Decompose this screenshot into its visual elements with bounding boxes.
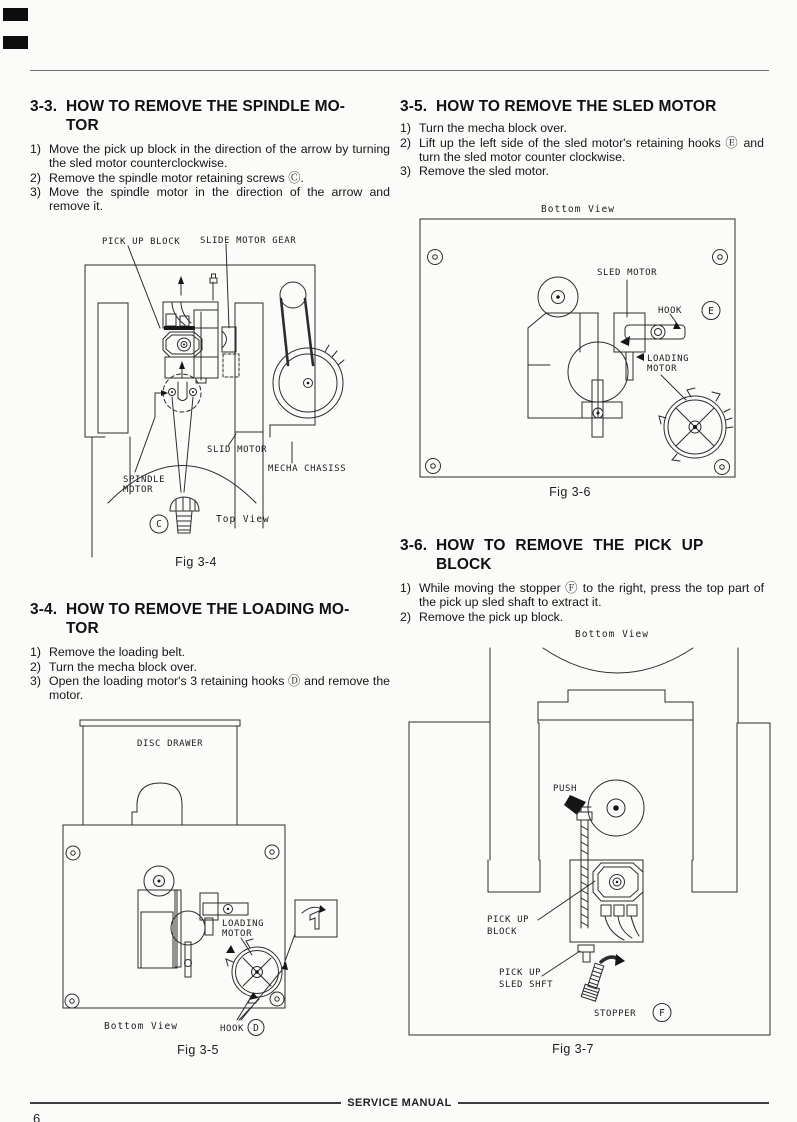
spindle-motor-label: MOTOR [123,485,154,495]
scan-mark [3,8,28,21]
pick-up-block-label: BLOCK [487,927,518,937]
step-marker: 2) [400,609,411,624]
loading-motor-label: LOADING [222,919,265,929]
pick-up-block-label: PICK UP [487,915,530,925]
step-marker: 3) [30,674,41,688]
figure-3-6-diagram [410,200,750,500]
section-title-line: TOR [66,620,99,637]
step-marker: 1) [400,581,411,595]
step [400,610,764,624]
step-list [30,645,390,702]
figure-caption: Fig 3-5 [177,1043,219,1057]
section-3-4-heading [30,600,390,638]
section-3-6 [400,536,764,624]
loading-motor-label: LOADING [647,354,690,364]
bottom-view-label: Bottom View [104,1021,178,1032]
fig34-line-art [85,244,347,557]
hook-label: HOOK [220,1024,245,1034]
step-text: Move the spindle motor in the direction of the arrow and remove it. [49,185,390,213]
screw-letter-c: C [156,519,162,530]
step-text: Remove the sled motor. [419,164,549,178]
step-list [400,581,764,624]
bottom-view-label: Bottom View [575,629,649,640]
pick-up-block-label: PICK UP BLOCK [102,237,181,247]
step [30,142,390,170]
footer-label: SERVICE MANUAL [347,1097,452,1109]
spindle-motor-label: SPINDLE [123,475,166,485]
push-label: PUSH [553,784,578,794]
step [30,660,390,674]
step-text: Remove the spindle motor retaining screws Ⓒ. [49,170,304,185]
loading-motor-label: MOTOR [647,364,678,374]
figure-3-4-diagram [60,232,380,577]
section-title-line: HOW TO REMOVE THE SLED MOTOR [436,98,717,115]
fig37-line-art [409,648,770,1035]
step-list [400,121,764,178]
step-text: Remove the pick up block. [419,609,564,624]
top-view-label: Top View [216,514,270,525]
section-3-3-heading [30,97,390,135]
step-marker: 2) [30,659,41,674]
section-3-4 [30,600,390,703]
section-number: 3-3. [30,98,58,115]
footer-rule [458,1102,769,1104]
section-3-5-heading [400,97,764,116]
scan-mark [3,36,28,49]
step-text: While moving the stopper Ⓕ to the right, press the top part of the pick up sled shaft to extract it. [419,581,764,609]
footer-rule [30,1102,341,1104]
step-marker: 1) [30,142,41,156]
step-text: Turn the mecha block over. [49,659,197,674]
step-list [30,142,390,213]
figure-3-7-diagram [405,625,780,1065]
figure-caption: Fig 3-6 [549,485,591,499]
step [30,674,390,702]
top-rule [30,70,769,71]
section-number: 3-6. [400,537,428,554]
step-marker: 3) [400,164,411,178]
mecha-chasiss-label: MECHA CHASISS [268,464,347,474]
pick-up-sled-shaft-label: SLED SHFT [499,980,554,990]
footer [30,1097,769,1109]
section-number: 3-4. [30,601,58,618]
figure-caption: Fig 3-4 [175,555,217,569]
section-title-line: HOW TO REMOVE THE LOADING MO- [66,601,350,618]
step-marker: 2) [400,135,411,150]
hook-letter-e: E [708,306,714,317]
section-3-3 [30,97,390,214]
section-title-line: HOW TO REMOVE THE PICK UP [436,537,704,554]
step-text: Remove the loading belt. [49,645,186,659]
step-marker: 3) [30,185,41,199]
step-text: Lift up the left side of the sled motor's retaining hooks Ⓔ and turn the sled motor counter clockwise. [419,135,764,164]
section-title-line: TOR [66,117,99,134]
step-marker: 1) [30,645,41,659]
sled-motor-label: SLED MOTOR [597,268,658,278]
section-3-6-heading [400,536,764,574]
page-number: 6 [33,1111,41,1122]
section-3-5 [400,97,764,179]
step [30,171,390,185]
section-title-line: HOW TO REMOVE THE SPINDLE MO- [66,98,346,115]
disc-drawer-label: DISC DRAWER [137,739,204,749]
section-number: 3-5. [400,98,428,115]
loading-motor-label: MOTOR [222,929,253,939]
step [400,121,764,135]
figure-caption: Fig 3-7 [552,1042,594,1056]
slide-motor-gear-label: SLIDE MOTOR GEAR [200,236,297,246]
step [400,136,764,164]
figure-3-5-diagram [60,712,360,1062]
stopper-label: STOPPER [594,1009,637,1019]
section-title-line: BLOCK [436,556,492,573]
hook-label: HOOK [658,306,683,316]
hook-letter-d: D [253,1023,259,1034]
step [400,164,764,178]
step-marker: 1) [400,121,411,135]
step [400,581,764,609]
stopper-letter-f: F [659,1008,665,1019]
pick-up-sled-shaft-label: PICK UP [499,968,542,978]
step [30,645,390,659]
step-text: Open the loading motor's 3 retaining hooks Ⓓ and remove the motor. [49,674,390,702]
step [30,185,390,213]
fig35-line-art [63,720,337,1036]
step-text: Move the pick up block in the direction of the arrow by turning the sled motor counterclockwise. [49,142,390,170]
slid-motor-label: SLID MOTOR [207,445,268,455]
bottom-view-label: Bottom View [541,204,615,215]
step-text: Turn the mecha block over. [419,121,567,135]
fig36-line-art [420,219,735,477]
step-marker: 2) [30,170,41,185]
